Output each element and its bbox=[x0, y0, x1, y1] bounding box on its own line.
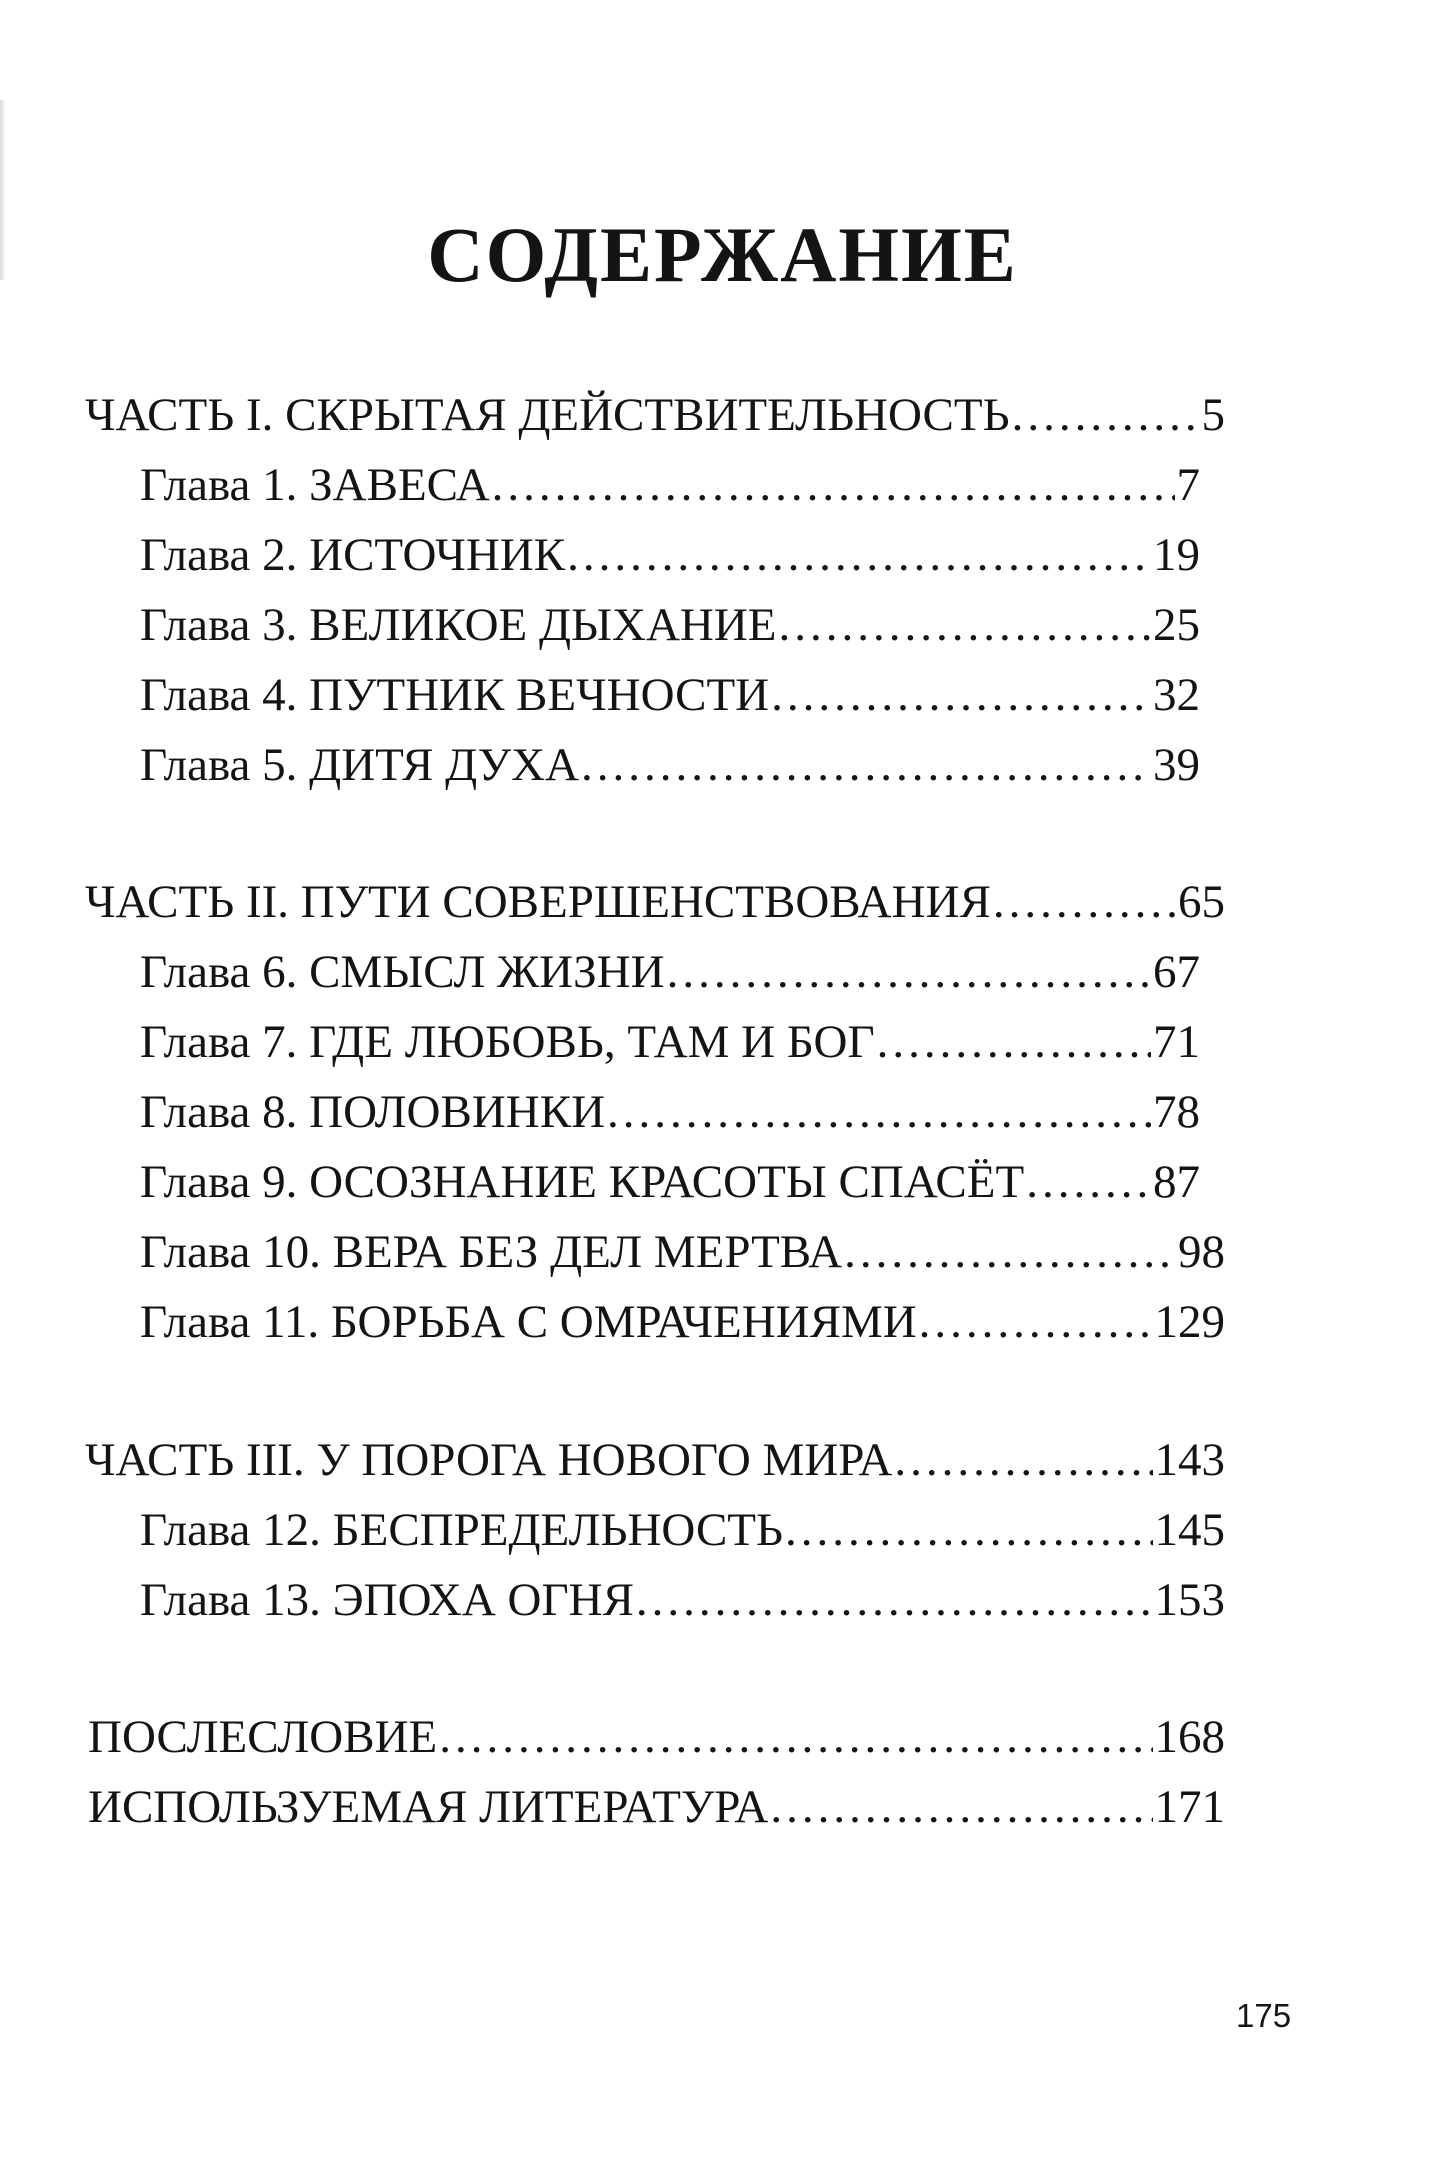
toc-entry-chapter-7 bbox=[140, 1010, 1200, 1074]
toc-entry-label: Глава 11. БОРЬБА С ОМРАЧЕНИЯМИ bbox=[140, 1296, 917, 1348]
toc-entry-label: ЧАСТЬ I. СКРЫТАЯ ДЕЙСТВИТЕЛЬНОСТЬ bbox=[85, 389, 1010, 441]
dot-leader bbox=[919, 1290, 1153, 1354]
dot-leader bbox=[877, 1010, 1151, 1074]
toc-entry-part-1 bbox=[85, 383, 1225, 447]
dot-leader bbox=[581, 733, 1151, 797]
dot-leader bbox=[785, 1498, 1153, 1562]
toc-entry-label: Глава 8. ПОЛОВИНКИ bbox=[140, 1086, 606, 1138]
toc-entry-chapter-12 bbox=[140, 1498, 1225, 1562]
toc-entry-chapter-3 bbox=[140, 593, 1200, 657]
dot-leader bbox=[567, 523, 1151, 587]
toc-entry-page: 145 bbox=[1154, 1504, 1225, 1556]
toc-entry-part-2 bbox=[85, 870, 1225, 934]
page-number: 175 bbox=[1236, 1997, 1292, 2034]
toc-entry-label: Глава 7. ГДЕ ЛЮБОВЬ, ТАМ И БОГ bbox=[140, 1016, 875, 1068]
dot-leader bbox=[1012, 383, 1200, 447]
dot-leader bbox=[770, 1775, 1152, 1839]
toc-entry-label: Глава 12. БЕСПРЕДЕЛЬНОСТЬ bbox=[140, 1504, 783, 1556]
toc-entry-label: ЧАСТЬ III. У ПОРОГА НОВОГО МИРА bbox=[85, 1434, 893, 1486]
toc-entry-chapter-13 bbox=[140, 1568, 1225, 1632]
toc-entry-page: 39 bbox=[1153, 739, 1200, 791]
toc-entry-page: 71 bbox=[1153, 1016, 1200, 1068]
toc-entry-label: Глава 9. ОСОЗНАНИЕ КРАСОТЫ СПАСЁТ bbox=[140, 1156, 1025, 1208]
toc-entry-chapter-5 bbox=[140, 733, 1200, 797]
toc-entry-page: 171 bbox=[1154, 1781, 1225, 1833]
toc-entry-chapter-11 bbox=[140, 1290, 1225, 1354]
toc-entry-page: 67 bbox=[1153, 946, 1200, 998]
toc-entry-page: 7 bbox=[1176, 459, 1200, 511]
toc-entry-page: 65 bbox=[1178, 876, 1225, 928]
toc-entry-afterword bbox=[88, 1705, 1225, 1769]
toc-entry-chapter-2 bbox=[140, 523, 1200, 587]
dot-leader bbox=[607, 1080, 1151, 1144]
toc-entry-page: 129 bbox=[1154, 1296, 1225, 1348]
toc-entry-page: 153 bbox=[1154, 1574, 1225, 1626]
toc-entry-chapter-4 bbox=[140, 663, 1200, 727]
toc-entry-page: 168 bbox=[1154, 1711, 1225, 1763]
toc-entry-bibliography bbox=[88, 1775, 1225, 1839]
toc-entry-label: Глава 10. ВЕРА БЕЗ ДЕЛ МЕРТВА bbox=[140, 1226, 843, 1278]
toc-entry-label: Глава 6. СМЫСЛ ЖИЗНИ bbox=[140, 946, 665, 998]
dot-leader bbox=[779, 593, 1152, 657]
dot-leader bbox=[439, 1705, 1152, 1769]
toc-entry-page: 32 bbox=[1153, 669, 1200, 721]
dot-leader bbox=[492, 453, 1175, 517]
toc-entry-page: 19 bbox=[1153, 529, 1200, 581]
toc-entry-label: Глава 5. ДИТЯ ДУХА bbox=[140, 739, 579, 791]
dot-leader bbox=[636, 1568, 1153, 1632]
toc-entry-label: Глава 2. ИСТОЧНИК bbox=[140, 529, 566, 581]
toc-entry-chapter-8 bbox=[140, 1080, 1200, 1144]
toc-entry-label: Глава 1. ЗАВЕСА bbox=[140, 459, 490, 511]
dot-leader bbox=[894, 1428, 1152, 1492]
toc-entry-part-3 bbox=[85, 1428, 1225, 1492]
page-title: СОДЕРЖАНИЕ bbox=[427, 211, 1018, 298]
dot-leader bbox=[844, 1220, 1176, 1284]
dot-leader bbox=[993, 870, 1176, 934]
toc-entry-chapter-1 bbox=[140, 453, 1200, 517]
toc-entry-label: Глава 4. ПУТНИК ВЕЧНОСТИ bbox=[140, 669, 770, 721]
toc-entry-page: 25 bbox=[1153, 599, 1200, 651]
dot-leader bbox=[667, 940, 1151, 1004]
toc-entry-chapter-6 bbox=[140, 940, 1200, 1004]
toc-entry-label: Глава 3. ВЕЛИКОЕ ДЫХАНИЕ bbox=[140, 599, 777, 651]
toc-entry-chapter-10 bbox=[140, 1220, 1225, 1284]
toc-entry-page: 87 bbox=[1153, 1156, 1200, 1208]
toc-entry-label: ИСПОЛЬЗУЕМАЯ ЛИТЕРАТУРА bbox=[88, 1781, 769, 1833]
toc-entry-page: 98 bbox=[1178, 1226, 1225, 1278]
toc-entry-page: 78 bbox=[1153, 1086, 1200, 1138]
toc-entry-label: Глава 13. ЭПОХА ОГНЯ bbox=[140, 1574, 634, 1626]
toc-entry-chapter-9 bbox=[140, 1150, 1200, 1214]
dot-leader bbox=[1026, 1150, 1151, 1214]
dot-leader bbox=[771, 663, 1151, 727]
toc-entry-label: ЧАСТЬ II. ПУТИ СОВЕРШЕНСТВОВАНИЯ bbox=[85, 876, 991, 928]
toc-entry-page: 5 bbox=[1201, 389, 1225, 441]
toc-entry-label: ПОСЛЕСЛОВИЕ bbox=[88, 1711, 438, 1763]
toc-entry-page: 143 bbox=[1154, 1434, 1225, 1486]
